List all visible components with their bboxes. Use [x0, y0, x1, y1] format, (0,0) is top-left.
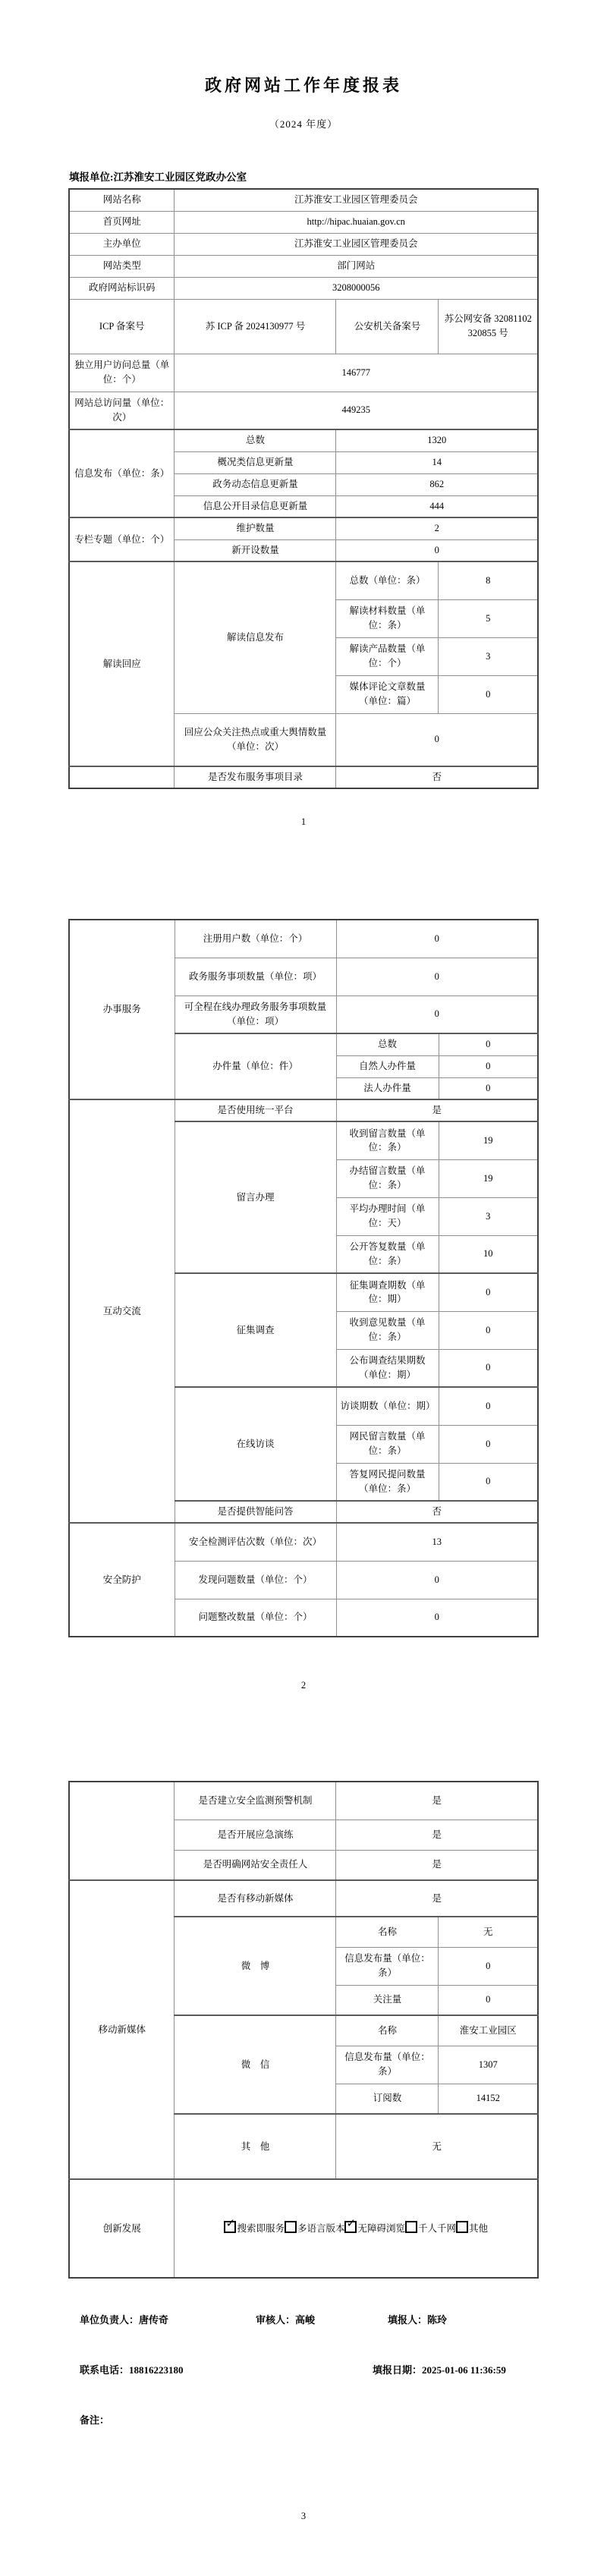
option-accessibility: [344, 2216, 405, 2235]
special-column-section-label: 专栏专题（单位：个）: [69, 517, 175, 561]
unified-platform-value: 是: [336, 1099, 538, 1121]
sponsor-label: 主办单位: [69, 233, 175, 255]
opinions-received-value: 0: [439, 1311, 538, 1349]
site-code-value: 3208000056: [175, 277, 538, 299]
report-year-subtitle: （2024 年度）: [269, 118, 338, 130]
messages-closed-value: 19: [439, 1159, 538, 1197]
has-mobile-media-value: 是: [336, 1880, 538, 1917]
gov-news-update-label: 政务动态信息更新量: [175, 473, 336, 495]
mobile-media-section-label: 移动新媒体: [69, 1880, 175, 2179]
overview-update-label: 概况类信息更新量: [175, 451, 336, 473]
public-replies-label: 公开答复数量（单位：条）: [336, 1235, 439, 1273]
security-section-label: 安全防护: [69, 1523, 175, 1637]
opinions-received-label: 收到意见数量（单位：条）: [336, 1311, 439, 1349]
site-code-label: 政府网站标识码: [69, 277, 175, 299]
other-media-value: 无: [336, 2114, 538, 2179]
hot-response-value: 0: [336, 713, 538, 766]
report-unit-value: 江苏淮安工业园区党政办公室: [113, 171, 247, 183]
contact-line: [69, 2362, 538, 2377]
problems-found-label: 发现问题数量（单位：个）: [175, 1561, 336, 1599]
filler: 填报人：陈玲: [388, 2314, 448, 2326]
column-maintain-value: 2: [336, 517, 538, 539]
total-visits-value: 449235: [175, 392, 538, 429]
wechat-name-value: 淮安工业园区: [439, 2015, 538, 2046]
option-search-as-service: [224, 2216, 285, 2235]
registered-users-value: 0: [336, 920, 538, 958]
security-officer-label: 是否明确网站安全责任人: [175, 1850, 336, 1880]
public-replies-value: 10: [439, 1235, 538, 1273]
wechat-posts-label: 信息发布量（单位：条）: [336, 2046, 439, 2084]
total-visits-label: 网站总访问量（单位：次）: [69, 392, 175, 429]
case-natural-label: 自然人办件量: [336, 1055, 439, 1077]
note-line: [69, 2412, 538, 2427]
problems-fixed-label: 问题整改数量（单位：个）: [175, 1599, 336, 1637]
weibo-followers-value: 0: [439, 1985, 538, 2015]
other-media-label: 其 他: [175, 2114, 336, 2179]
hot-response-label: 回应公众关注热点或重大舆情数量（单位：次）: [175, 713, 336, 766]
site-name-value: 江苏淮安工业园区管理委员会: [175, 189, 538, 211]
empty-cell: [69, 1782, 175, 1880]
interview-section-label: 在线访谈: [175, 1387, 336, 1501]
online-service-items-value: 0: [336, 995, 538, 1033]
column-maintain-label: 维护数量: [175, 517, 336, 539]
option-qianren-qianwang: [405, 2223, 456, 2234]
option-label: 千人千网: [418, 2223, 457, 2235]
option-label: 其他: [469, 2223, 489, 2235]
note-label: 备注：: [80, 2414, 110, 2426]
avg-handle-time-value: 3: [439, 1197, 538, 1235]
innovation-options: [175, 2179, 538, 2278]
security-checks-value: 13: [336, 1523, 538, 1561]
empty-cell: [69, 766, 175, 788]
interpret-product-label: 解读产品数量（单位：个）: [336, 637, 439, 675]
report-unit-label: 填报单位:: [69, 171, 114, 183]
interpret-total-label: 总数（单位：条）: [336, 561, 439, 599]
media-comment-label: 媒体评论文章数量（单位：篇）: [336, 675, 439, 713]
page-number: 3: [300, 2511, 307, 2521]
site-name-label: 网站名称: [69, 189, 175, 211]
wechat-label: 微 信: [175, 2015, 336, 2114]
contact-phone: 联系电话：18816223180: [80, 2364, 184, 2376]
interpret-material-value: 5: [439, 599, 538, 637]
disclosure-update-label: 信息公开目录信息更新量: [175, 495, 336, 517]
weibo-followers-label: 关注量: [336, 1985, 439, 2015]
service-items-label: 政务服务事项数量（单位：项）: [175, 958, 336, 995]
security-checks-label: 安全检测评估次数（单位：次）: [175, 1523, 336, 1561]
warning-mechanism-label: 是否建立安全监测预警机制: [175, 1782, 336, 1820]
messages-received-value: 19: [439, 1121, 538, 1159]
weibo-name-value: 无: [439, 1917, 538, 1947]
checkbox-checked-icon: ✓: [344, 2221, 357, 2233]
netizen-replies-value: 0: [439, 1463, 538, 1501]
page-title: 政府网站工作年度报表: [204, 77, 402, 96]
case-legal-label: 法人办件量: [336, 1077, 439, 1099]
survey-results-label: 公布调查结果期数（单位：期）: [336, 1349, 439, 1387]
column-new-label: 新开设数量: [175, 539, 336, 561]
option-label: 多语言版本: [297, 2223, 345, 2235]
option-other: [456, 2223, 488, 2234]
checkbox-unchecked-icon: [456, 2221, 468, 2233]
case-legal-value: 0: [439, 1077, 538, 1099]
netizen-messages-label: 网民留言数量（单位：条）: [336, 1425, 439, 1463]
sponsor-value: 江苏淮安工业园区管理委员会: [175, 233, 538, 255]
netizen-messages-value: 0: [439, 1425, 538, 1463]
report-table-page3: [68, 1781, 539, 2279]
messages-closed-label: 办结留言数量（单位：条）: [336, 1159, 439, 1197]
wechat-posts-value: 1307: [439, 2046, 538, 2084]
has-mobile-media-label: 是否有移动新媒体: [175, 1880, 336, 1917]
survey-periods-label: 征集调查期数（单位：期）: [336, 1273, 439, 1311]
emergency-drill-value: 是: [336, 1820, 538, 1850]
auditor: 审核人：高峻: [256, 2314, 316, 2326]
wechat-name-label: 名称: [336, 2015, 439, 2046]
report-unit-line: [69, 168, 538, 184]
checkbox-unchecked-icon: [405, 2221, 417, 2233]
netizen-replies-label: 答复网民提问数量（单位：条）: [336, 1463, 439, 1501]
interpret-section-label: 解读回应: [69, 561, 175, 766]
column-new-value: 0: [336, 539, 538, 561]
avg-handle-time-label: 平均办理时间（单位：天）: [336, 1197, 439, 1235]
home-url-label: 首页网址: [69, 211, 175, 233]
problems-fixed-value: 0: [336, 1599, 538, 1637]
interpret-total-value: 8: [439, 561, 538, 599]
page-number: 1: [300, 816, 307, 827]
case-natural-value: 0: [439, 1055, 538, 1077]
info-publish-section-label: 信息发布（单位：条）: [69, 429, 175, 517]
survey-periods-value: 0: [439, 1273, 538, 1311]
police-record-value: 苏公网安备 32081102320855 号: [439, 299, 538, 354]
service-directory-label: 是否发布服务事项目录: [175, 766, 336, 788]
info-total-label: 总数: [175, 429, 336, 451]
wechat-subscribers-label: 订阅数: [336, 2084, 439, 2114]
report-date: 填报日期：2025-01-06 11:36:59: [373, 2364, 506, 2376]
police-record-label: 公安机关备案号: [336, 299, 439, 354]
innovation-section-label: 创新发展: [69, 2179, 175, 2278]
checkbox-checked-icon: ✓: [224, 2221, 236, 2233]
option-label: 无障碍浏览: [357, 2223, 405, 2235]
unique-visitors-value: 146777: [175, 354, 538, 392]
problems-found-value: 0: [336, 1561, 538, 1599]
icp-label: ICP 备案号: [69, 299, 175, 354]
report-table-page2: [68, 919, 539, 1637]
report-footer: [69, 2312, 538, 2427]
checkbox-unchecked-icon: [285, 2221, 297, 2233]
emergency-drill-label: 是否开展应急演练: [175, 1820, 336, 1850]
interpret-material-label: 解读材料数量（单位：条）: [336, 599, 439, 637]
page-number: 2: [300, 1680, 307, 1691]
interpret-publish-label: 解读信息发布: [175, 561, 336, 713]
gov-news-update-value: 862: [336, 473, 538, 495]
signers-line: [69, 2312, 538, 2327]
case-total-label: 总数: [336, 1033, 439, 1055]
media-comment-value: 0: [439, 675, 538, 713]
registered-users-label: 注册用户数（单位：个）: [175, 920, 336, 958]
info-total-value: 1320: [336, 429, 538, 451]
warning-mechanism-value: 是: [336, 1782, 538, 1820]
weibo-label: 微 博: [175, 1917, 336, 2015]
wechat-subscribers-value: 14152: [439, 2084, 538, 2114]
survey-section-label: 征集调查: [175, 1273, 336, 1387]
unit-leader: 单位负责人：唐传奇: [80, 2314, 169, 2326]
online-service-items-label: 可全程在线办理政务服务事项数量（单位：项）: [175, 995, 336, 1033]
service-section-label: 办事服务: [69, 920, 175, 1099]
option-label: 搜索即服务: [237, 2223, 285, 2235]
report-table-page1: [68, 188, 539, 789]
service-items-value: 0: [336, 958, 538, 995]
service-directory-value: 否: [336, 766, 538, 788]
interpret-product-value: 3: [439, 637, 538, 675]
weibo-posts-label: 信息发布量（单位：条）: [336, 1947, 439, 1985]
security-officer-value: 是: [336, 1850, 538, 1880]
weibo-name-label: 名称: [336, 1917, 439, 1947]
interview-periods-value: 0: [439, 1387, 538, 1425]
overview-update-value: 14: [336, 451, 538, 473]
site-type-value: 部门网站: [175, 255, 538, 277]
unified-platform-label: 是否使用统一平台: [175, 1099, 336, 1121]
disclosure-update-value: 444: [336, 495, 538, 517]
smart-qa-value: 否: [336, 1501, 538, 1523]
icp-value: 苏 ICP 备 2024130977 号: [175, 299, 336, 354]
messages-received-label: 收到留言数量（单位：条）: [336, 1121, 439, 1159]
interaction-section-label: 互动交流: [69, 1099, 175, 1523]
survey-results-value: 0: [439, 1349, 538, 1387]
option-multilingual: [285, 2223, 345, 2234]
message-handling-label: 留言办理: [175, 1121, 336, 1273]
case-volume-label: 办件量（单位：件）: [175, 1033, 336, 1099]
smart-qa-label: 是否提供智能问答: [175, 1501, 336, 1523]
home-url-value: http://hipac.huaian.gov.cn: [175, 211, 538, 233]
unique-visitors-label: 独立用户访问总量（单位：个）: [69, 354, 175, 392]
interview-periods-label: 访谈期数（单位：期）: [336, 1387, 439, 1425]
case-total-value: 0: [439, 1033, 538, 1055]
site-type-label: 网站类型: [69, 255, 175, 277]
weibo-posts-value: 0: [439, 1947, 538, 1985]
